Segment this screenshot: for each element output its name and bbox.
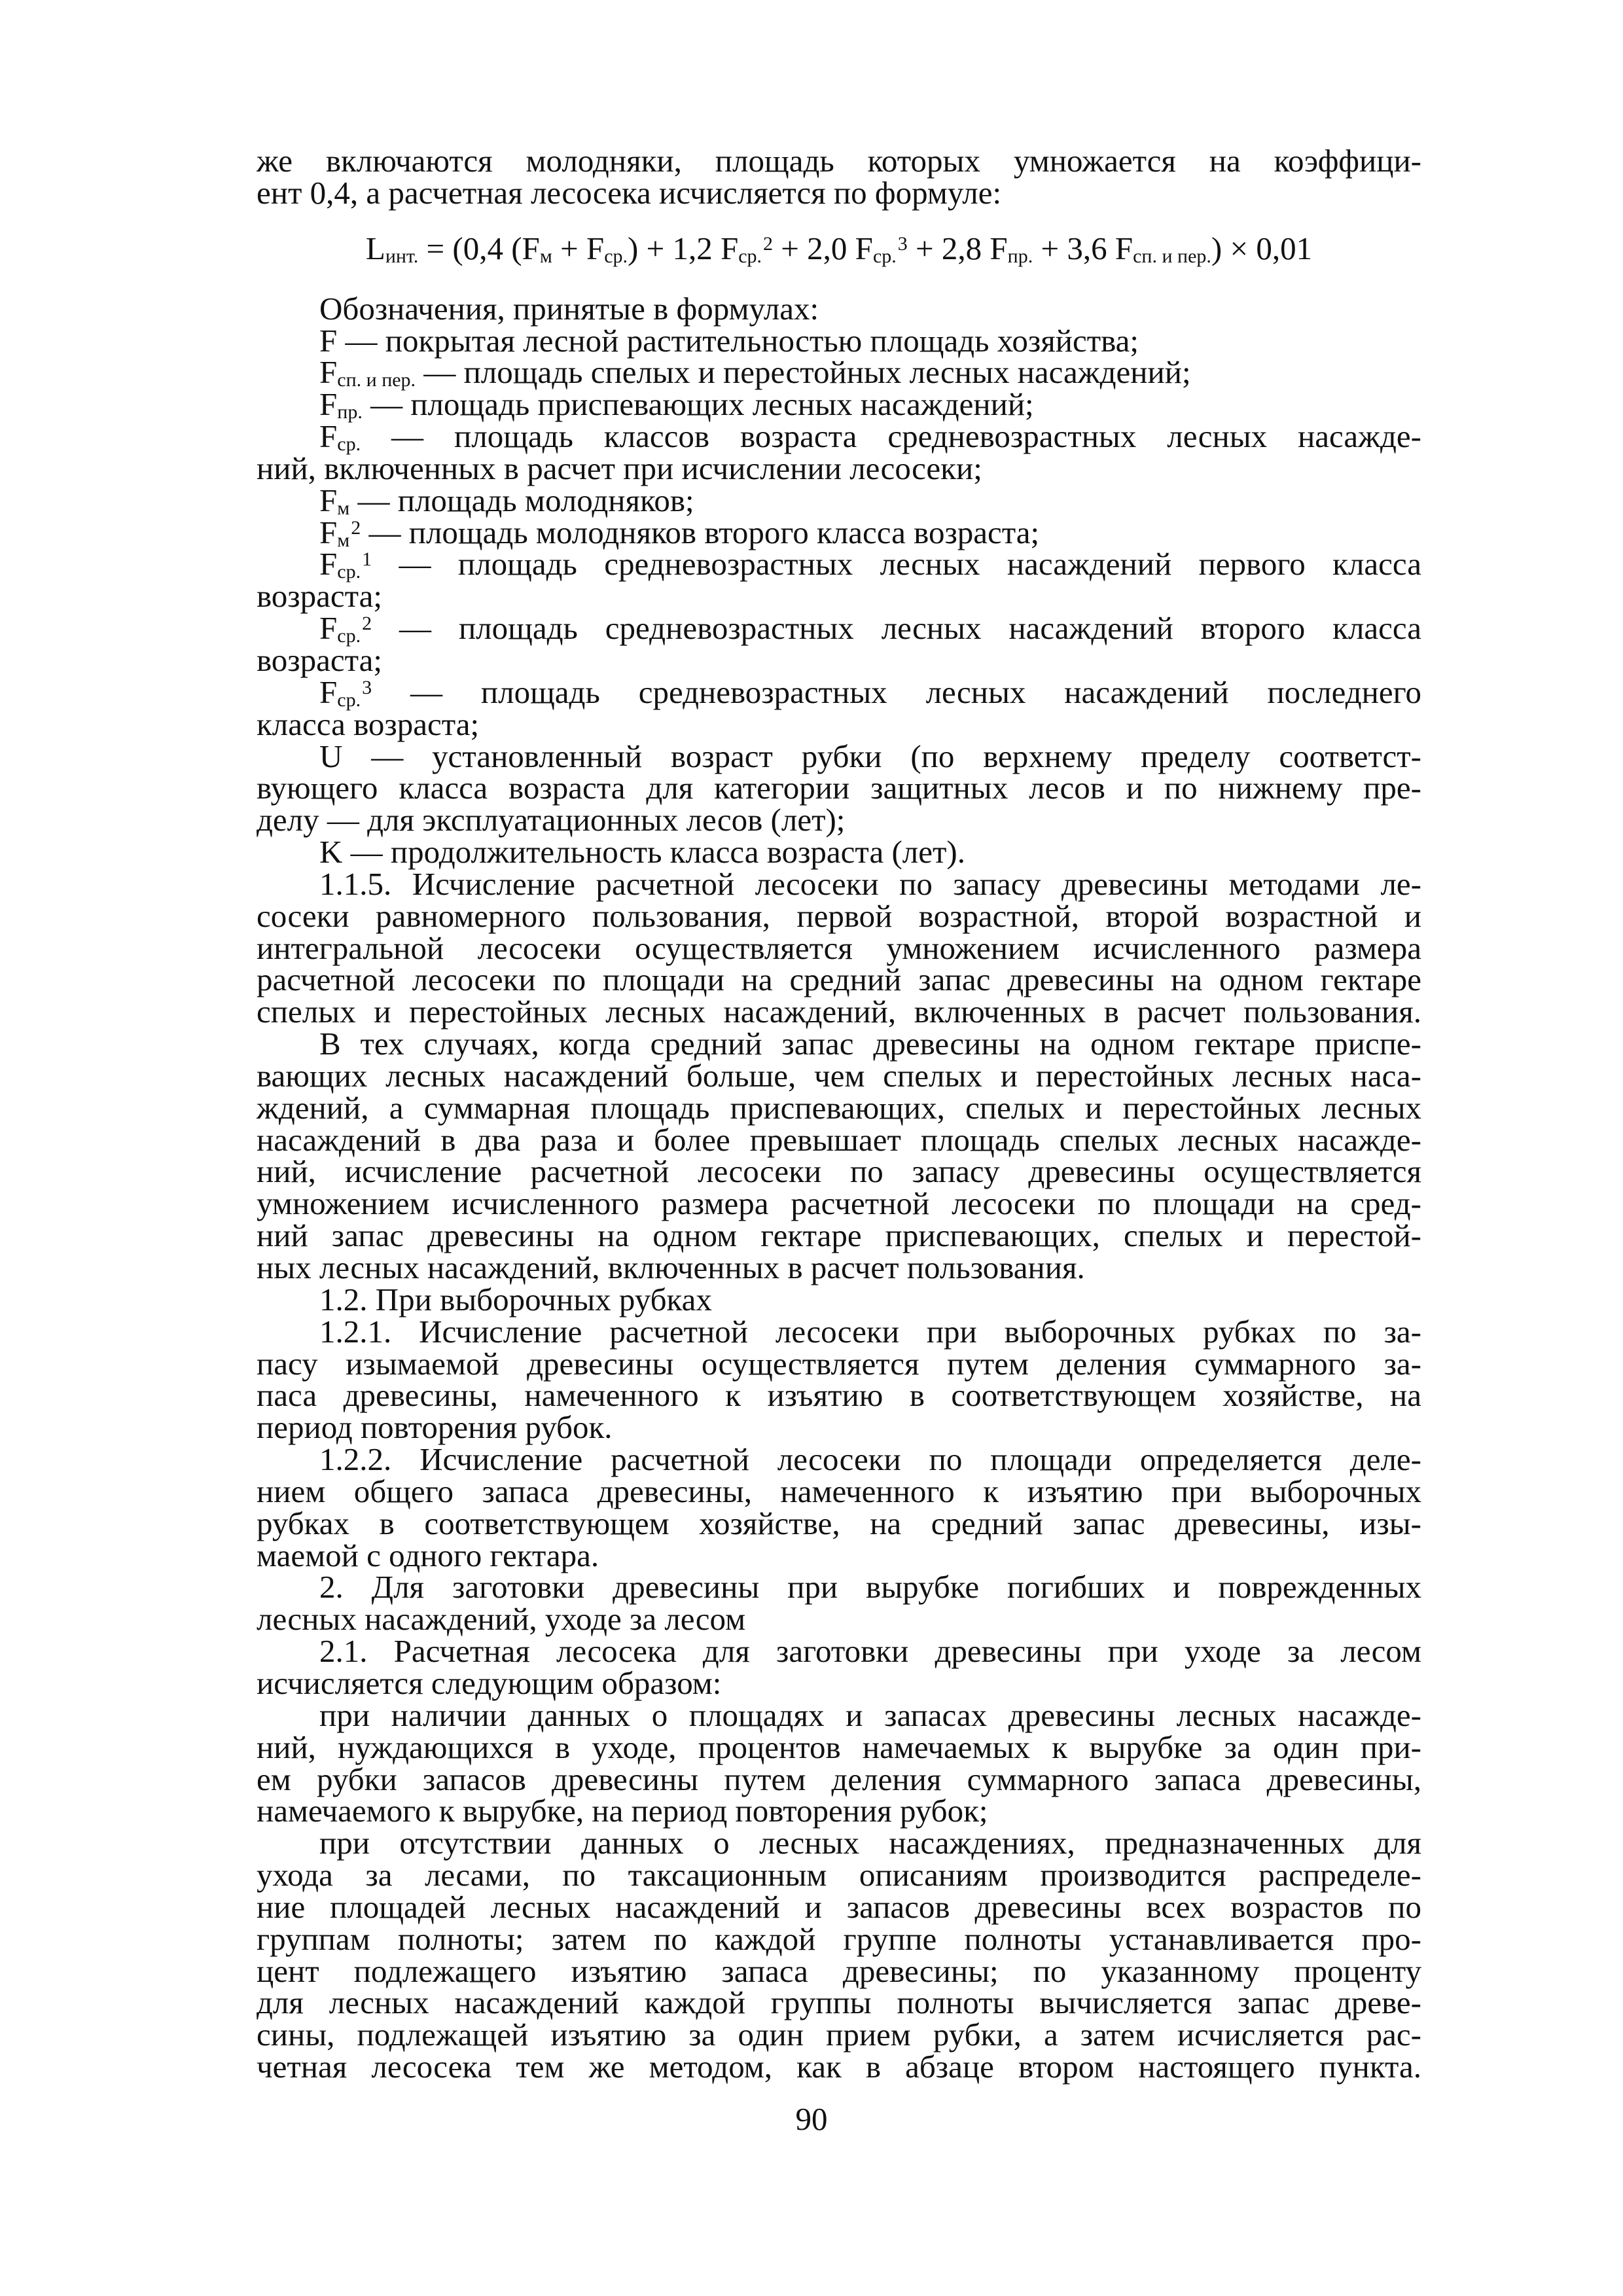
text-line: [257, 1984, 1421, 2021]
text-line: [257, 1153, 1421, 1190]
text-line: [257, 610, 1421, 647]
subscript: м: [337, 497, 350, 519]
text-line: [257, 1409, 1421, 1446]
line-text: возраста;: [257, 578, 383, 615]
intro-paragraph: [257, 145, 1421, 209]
line-text: — покрытая лесной растительностью площадь хозяйства;: [337, 322, 1139, 359]
line-text: класса возраста;: [257, 706, 480, 742]
line-text: спелых и перестойных лесных насаждений, включенных в расчет пользования.: [257, 994, 1421, 1030]
line-text: ний, включенных в расчет при исчислении лесосеки;: [257, 450, 982, 486]
page-number: 90: [795, 2101, 828, 2137]
text-line: [257, 322, 1421, 359]
symbol: F: [319, 418, 338, 455]
text-line: [257, 1537, 1421, 1573]
formula-term: + 2,0 F: [773, 230, 873, 266]
formula-term: ) + 1,2 F: [628, 230, 739, 266]
text-line: [257, 354, 1421, 391]
text-line: [257, 578, 1421, 615]
line-text: ние площадей лесных насаждений и запасов древесины всех возрастов по: [257, 1888, 1421, 1925]
line-text: пасу изымаемой древесины осуществляется путем деления суммарного за-: [257, 1345, 1421, 1382]
symbol: F: [319, 673, 338, 710]
line-text: — площадь средневозрастных лесных насаждений первого класса: [372, 546, 1421, 583]
line-text: вующего класса возраста для категории защитных лесов и по нижнему пре-: [257, 770, 1421, 806]
text-line: [257, 1281, 1421, 1318]
line-text: сосеки равномерного пользования, первой возрастной, второй возрастной и: [257, 897, 1421, 934]
text-line: [257, 514, 1421, 551]
line-text: 1.2.1. Исчисление расчетной лесосеки при выборочных рубках по за-: [319, 1313, 1421, 1350]
subscript: ср.: [337, 689, 361, 711]
text-line: [257, 1795, 1421, 1827]
text-line: [257, 386, 1421, 423]
line-text: цент подлежащего изъятию запаса древесины; по указанному проценту: [257, 1952, 1421, 1989]
subscript: ср.: [337, 625, 361, 647]
text-line: [257, 1664, 1421, 1701]
line-text: — площадь молодняков второго класса возраста;: [361, 514, 1040, 550]
line-text: маемой с одного гектара.: [257, 1537, 599, 1573]
text-line: [257, 548, 1421, 581]
superscript: 2: [763, 232, 774, 255]
text-line: [257, 1441, 1421, 1478]
line-text: умножением исчисленного размера расчетной лесосеки по площади на сред-: [257, 1185, 1421, 1222]
symbol: F: [319, 514, 338, 550]
text-line: [257, 1473, 1421, 1509]
line-text: ний, нуждающихся в уходе, процентов намечаемых к вырубке за один при-: [257, 1729, 1421, 1765]
formula-l-int: [257, 229, 1421, 268]
text-line: [257, 1729, 1421, 1765]
text-line: [257, 1345, 1421, 1382]
line-text: — площадь средневозрастных лесных насаждений последнего: [372, 673, 1421, 710]
line-text: 1.1.5. Исчисление расчетной лесосеки по запасу древесины методами ле-: [319, 865, 1421, 902]
text-line: [257, 1633, 1421, 1670]
superscript: 1: [362, 548, 372, 571]
text-line: [257, 929, 1421, 966]
text-line: [257, 174, 1421, 211]
line-text: 1.2.2. Исчисление расчетной лесосеки по площади определяется деле-: [319, 1441, 1421, 1478]
text-line: [257, 673, 1421, 711]
line-text: 2. Для заготовки древесины при вырубке погибших и поврежденных: [319, 1569, 1421, 1605]
line-text: рубках в соответствующем хозяйстве, на средний запас древесины, изы-: [257, 1505, 1421, 1541]
formula-term: + 3,6 F: [1033, 230, 1133, 266]
line-text: возраста;: [257, 641, 383, 678]
line-text: же включаются молодняки, площадь которых умножается на коэффици-: [257, 143, 1421, 179]
subscript: м: [539, 245, 552, 267]
line-text: при отсутствии данных о лесных насаждениях, предназначенных для: [319, 1825, 1421, 1861]
subscript: пр.: [1007, 245, 1033, 267]
text-line: [257, 290, 1421, 327]
subscript: пр.: [337, 401, 363, 423]
text-line: [257, 1505, 1421, 1541]
line-text: ждений, а суммарная площадь приспевающих, спелых и перестойных лесных: [257, 1089, 1421, 1126]
text-line: [257, 1377, 1421, 1414]
line-text: при наличии данных о площадях и запасах древесины лесных насажде-: [319, 1696, 1421, 1733]
symbol: F: [319, 610, 338, 647]
symbol: F: [319, 322, 338, 359]
text-line: [257, 1185, 1421, 1222]
line-text: 2.1. Расчетная лесосека для заготовки древесины при уходе за лесом: [319, 1633, 1421, 1670]
text-line: [257, 1217, 1421, 1254]
subscript: м: [337, 529, 350, 551]
text-line: [257, 482, 1421, 519]
line-text: нием общего запаса древесины, намеченного к изъятию при выборочных: [257, 1473, 1421, 1509]
line-text: — площадь средневозрастных лесных насаждений второго класса: [372, 610, 1421, 647]
subscript: ср.: [337, 561, 361, 583]
text-line: [257, 1121, 1421, 1158]
text-line: [257, 1571, 1421, 1604]
text-line: [257, 418, 1421, 456]
superscript: 3: [362, 676, 372, 698]
text-line: [257, 836, 1421, 869]
formula-term: + 2,8 F: [907, 230, 1008, 266]
line-text: интегральной лесосеки осуществляется умножением исчисленного размера: [257, 929, 1421, 966]
formula-term: + F: [552, 230, 605, 266]
subscript: ср.: [337, 433, 361, 456]
subscript: сп. и пер.: [1133, 245, 1211, 267]
line-text: для лесных насаждений каждой группы полноты вычисляется запас древе-: [257, 1984, 1421, 2021]
text-line: [257, 1888, 1421, 1925]
symbol: F: [319, 482, 338, 518]
text-line: [257, 706, 1421, 742]
text-line: [257, 1696, 1421, 1733]
text-line: [257, 961, 1421, 998]
line-text: лесных насаждений, уходе за лесом: [257, 1601, 746, 1638]
line-text: — площадь приспевающих лесных насаждений;: [362, 386, 1034, 423]
symbol: F: [319, 386, 338, 423]
line-text: период повторения рубок.: [257, 1409, 613, 1446]
symbol: F: [319, 354, 338, 391]
line-text: ний запас древесины на одном гектаре приспевающих, спелых и перестой-: [257, 1217, 1421, 1254]
line-text: ент 0,4, а расчетная лесосека исчисляется по формуле:: [257, 174, 1002, 211]
text-line: [257, 1089, 1421, 1126]
text-line: [257, 1249, 1421, 1285]
formula-term: L: [365, 230, 385, 266]
text-line: [257, 145, 1421, 177]
line-text: 1.2. При выборочных рубках: [319, 1281, 712, 1318]
line-text: делу — для эксплуатационных лесов (лет);: [257, 802, 846, 838]
line-text: сины, подлежащей изъятию за один прием рубки, а затем исчисляется рас-: [257, 2017, 1421, 2053]
subscript: сп. и пер.: [337, 369, 416, 391]
text-line: [257, 2019, 1421, 2051]
text-line: [257, 1313, 1421, 1350]
superscript: 2: [351, 516, 361, 539]
line-text: насаждений в два раза и более превышает площадь спелых лесных насажде-: [257, 1121, 1421, 1158]
text-line: [257, 1827, 1421, 1859]
text-line: [257, 804, 1421, 836]
line-text: расчетной лесосеки по площади на средний запас древесины на одном гектаре: [257, 961, 1421, 998]
text-line: [257, 1028, 1421, 1060]
text-line: [257, 1761, 1421, 1797]
text-line: [257, 996, 1421, 1028]
line-text: паса древесины, намеченного к изъятию в соответствующем хозяйстве, на: [257, 1377, 1421, 1414]
text-line: [257, 450, 1421, 486]
text-line: [257, 1057, 1421, 1094]
line-text: группам полноты; затем по каждой группе полноты устанавливается про-: [257, 1920, 1421, 1957]
text-line: [257, 772, 1421, 804]
formula-term: ) × 0,01: [1211, 230, 1313, 266]
text-line: [257, 865, 1421, 902]
line-text: ухода за лесами, по таксационным описаниям производится распределе-: [257, 1857, 1421, 1893]
text-line: [257, 641, 1421, 678]
text-line: [257, 897, 1421, 934]
body-text: [257, 290, 1421, 2085]
text-line: [257, 1920, 1421, 1957]
line-text: Обозначения, принятые в формулах:: [319, 290, 819, 327]
symbol: F: [319, 546, 338, 583]
line-text: четная лесосека тем же методом, как в абзаце втором настоящего пункта.: [257, 2049, 1421, 2085]
line-text: — площадь молодняков;: [349, 482, 694, 518]
superscript: 2: [362, 613, 372, 635]
page-text: [257, 145, 1421, 2083]
line-text: — площадь спелых и перестойных лесных насаждений;: [416, 354, 1191, 391]
formula-term: = (0,4 (F: [418, 230, 540, 266]
line-text: ем рубки запасов древесины путем деления суммарного запаса древесины,: [257, 1761, 1421, 1797]
line-text: — площадь классов возраста средневозрастных лесных насажде-: [361, 418, 1421, 455]
line-text: U — установленный возраст рубки (по верхнему пределу соответст-: [319, 738, 1421, 774]
subscript: ср.: [872, 245, 897, 267]
line-text: ний, исчисление расчетной лесосеки по запасу древесины осуществляется: [257, 1153, 1421, 1190]
text-line: [257, 738, 1421, 774]
text-line: [257, 1952, 1421, 1989]
subscript: инт.: [385, 245, 419, 267]
text-line: [257, 1601, 1421, 1638]
subscript: ср.: [738, 245, 762, 267]
line-text: намечаемого к вырубке, на период повторения рубок;: [257, 1793, 988, 1829]
line-text: вающих лесных насаждений больше, чем спелых и перестойных лесных наса-: [257, 1057, 1421, 1094]
line-text: исчисляется следующим образом:: [257, 1664, 722, 1701]
text-line: [257, 2051, 1421, 2083]
line-text: В тех случаях, когда средний запас древесины на одном гектаре приспе-: [319, 1026, 1421, 1062]
line-text: ных лесных насаждений, включенных в расчет пользования.: [257, 1249, 1085, 1285]
superscript: 3: [897, 232, 908, 255]
line-text: K — продолжительность класса возраста (лет).: [319, 834, 965, 870]
text-line: [257, 1859, 1421, 1892]
subscript: ср.: [604, 245, 628, 267]
